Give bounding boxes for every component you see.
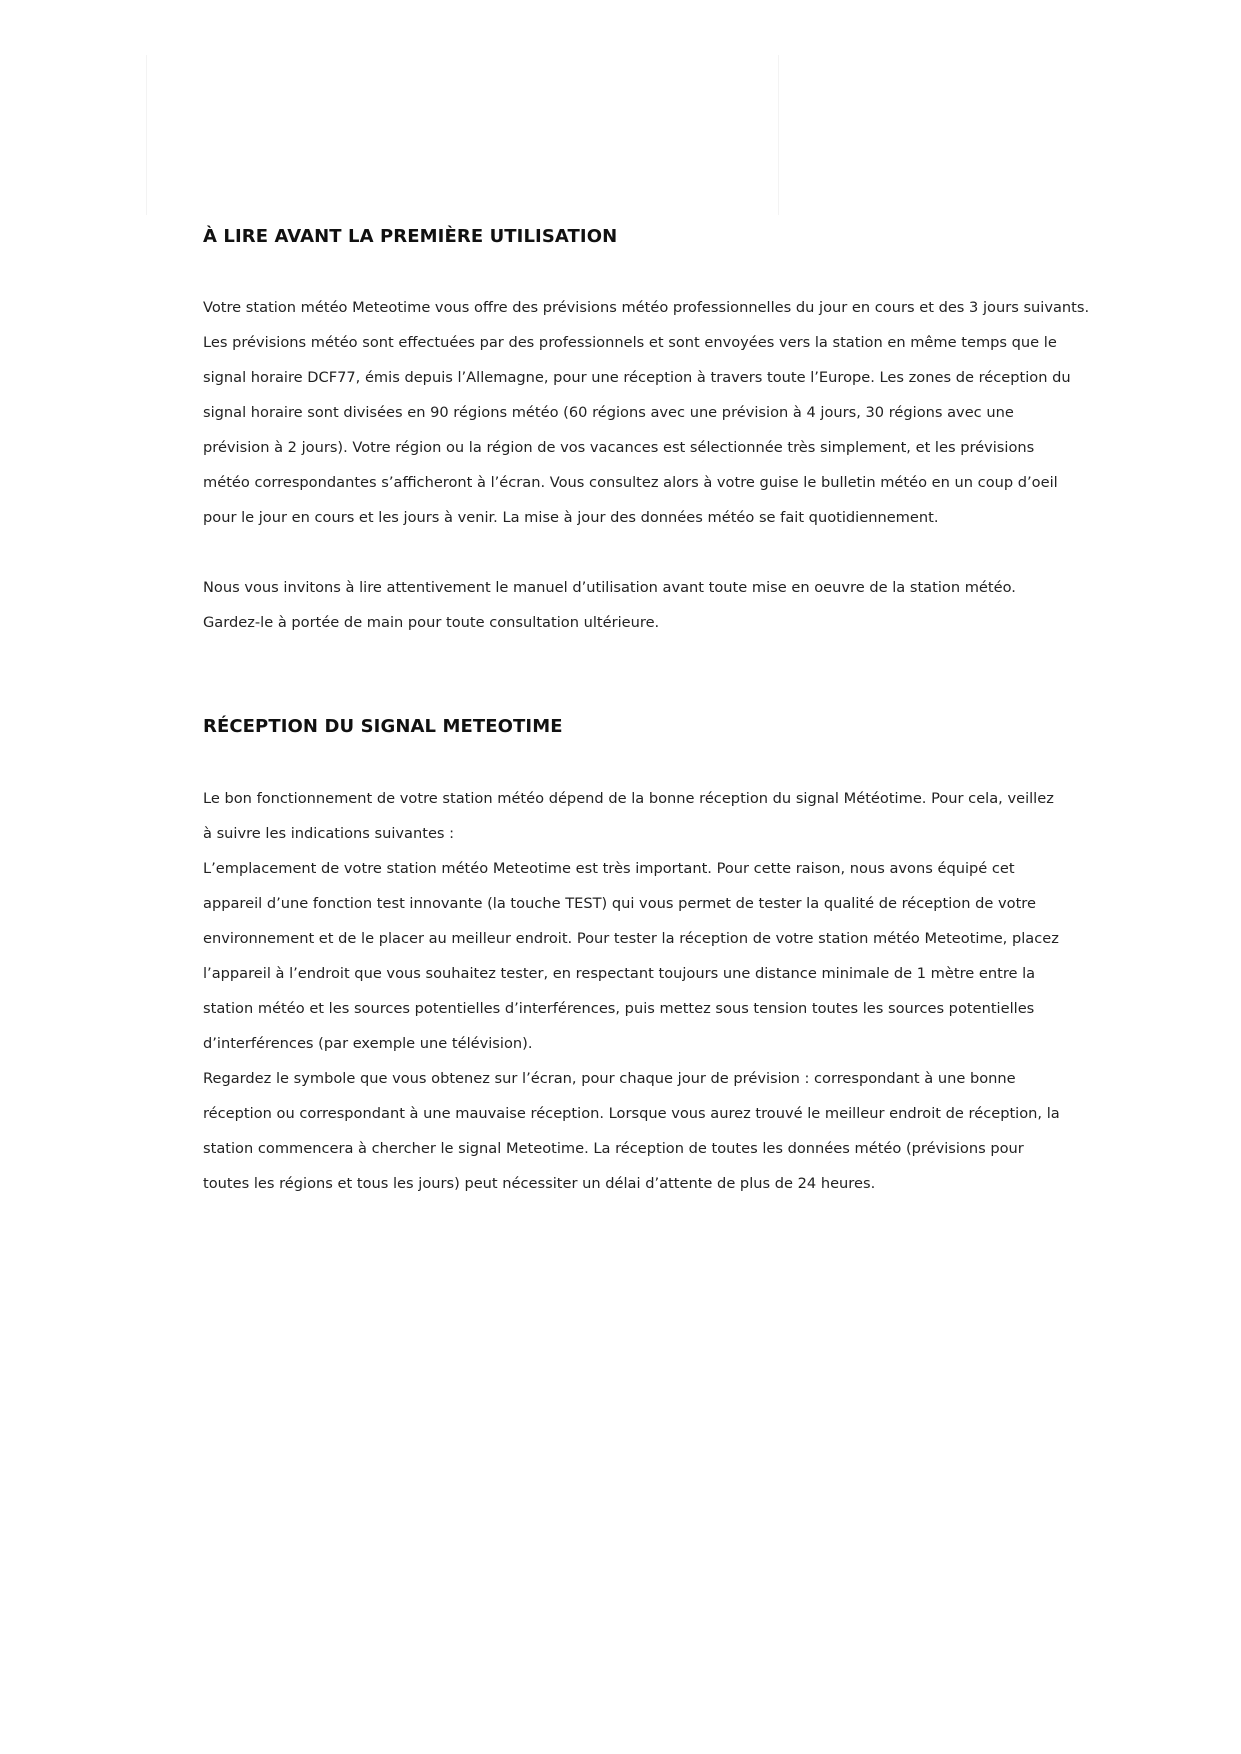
text-line: prévision à 2 jours). Votre région ou la région de vos vacances est sélectionnée très simplement, et les prévisions — [203, 439, 1035, 456]
section-heading-signal-reception: RÉCEPTION DU SIGNAL METEOTIME — [203, 716, 563, 737]
text-line: environnement et de le placer au meilleur endroit. Pour tester la réception de votre station météo Meteotime, placez — [203, 930, 1059, 947]
text-line: Nous vous invitons à lire attentivement le manuel d’utilisation avant toute mise en oeuvre de la station météo. — [203, 579, 1016, 596]
text-line: réception ou correspondant à une mauvaise réception. Lorsque vous aurez trouvé le meilleur endroit de réception, la — [203, 1105, 1060, 1122]
text-line: pour le jour en cours et les jours à venir. La mise à jour des données météo se fait quotidiennement. — [203, 509, 939, 526]
text-line: Le bon fonctionnement de votre station météo dépend de la bonne réception du signal Météotime. Pour cela, veillez — [203, 790, 1054, 807]
text-line: Gardez-le à portée de main pour toute consultation ultérieure. — [203, 614, 660, 631]
text-line: météo correspondantes s’afficheront à l’écran. Vous consultez alors à votre guise le bulletin météo en un coup d’oeil — [203, 474, 1058, 491]
text-line: station commencera à chercher le signal Meteotime. La réception de toutes les données météo (prévisions pour — [203, 1140, 1024, 1157]
paragraph-meteotime-intro — [203, 290, 1103, 535]
paragraph-signal-reception — [203, 781, 1103, 1201]
text-line: signal horaire sont divisées en 90 régions météo (60 régions avec une prévision à 4 jours, 30 régions avec une — [203, 404, 1014, 421]
text-line: signal horaire DCF77, émis depuis l’Allemagne, pour une réception à travers toute l’Europe. Les zones de réception du — [203, 369, 1071, 386]
text-line: Les prévisions météo sont effectuées par des professionnels et sont envoyées vers la station en même temps que le — [203, 334, 1057, 351]
text-line: Votre station météo Meteotime vous offre des prévisions météo professionnelles du jour en cours et des 3 jours suivants. — [203, 299, 1090, 316]
text-line: l’appareil à l’endroit que vous souhaitez tester, en respectant toujours une distance minimale de 1 mètre entre la — [203, 965, 1036, 982]
faint-border-right — [778, 55, 779, 215]
text-line: station météo et les sources potentielles d’interférences, puis mettez sous tension toutes les sources potentielles — [203, 1000, 1035, 1017]
section-heading-first-use: À LIRE AVANT LA PREMIÈRE UTILISATION — [203, 226, 618, 247]
text-line: d’interférences (par exemple une télévision). — [203, 1035, 533, 1052]
faint-border-left — [146, 55, 147, 215]
text-line: L’emplacement de votre station météo Meteotime est très important. Pour cette raison, nous avons équipé cet — [203, 860, 1015, 877]
text-line: toutes les régions et tous les jours) peut nécessiter un délai d’attente de plus de 24 heures. — [203, 1175, 876, 1192]
text-line: Regardez le symbole que vous obtenez sur l’écran, pour chaque jour de prévision : correspondant à une bonne — [203, 1070, 1016, 1087]
paragraph-read-manual — [203, 570, 1103, 640]
text-line: appareil d’une fonction test innovante (la touche TEST) qui vous permet de tester la qualité de réception de votre — [203, 895, 1036, 912]
text-line: à suivre les indications suivantes : — [203, 825, 455, 842]
